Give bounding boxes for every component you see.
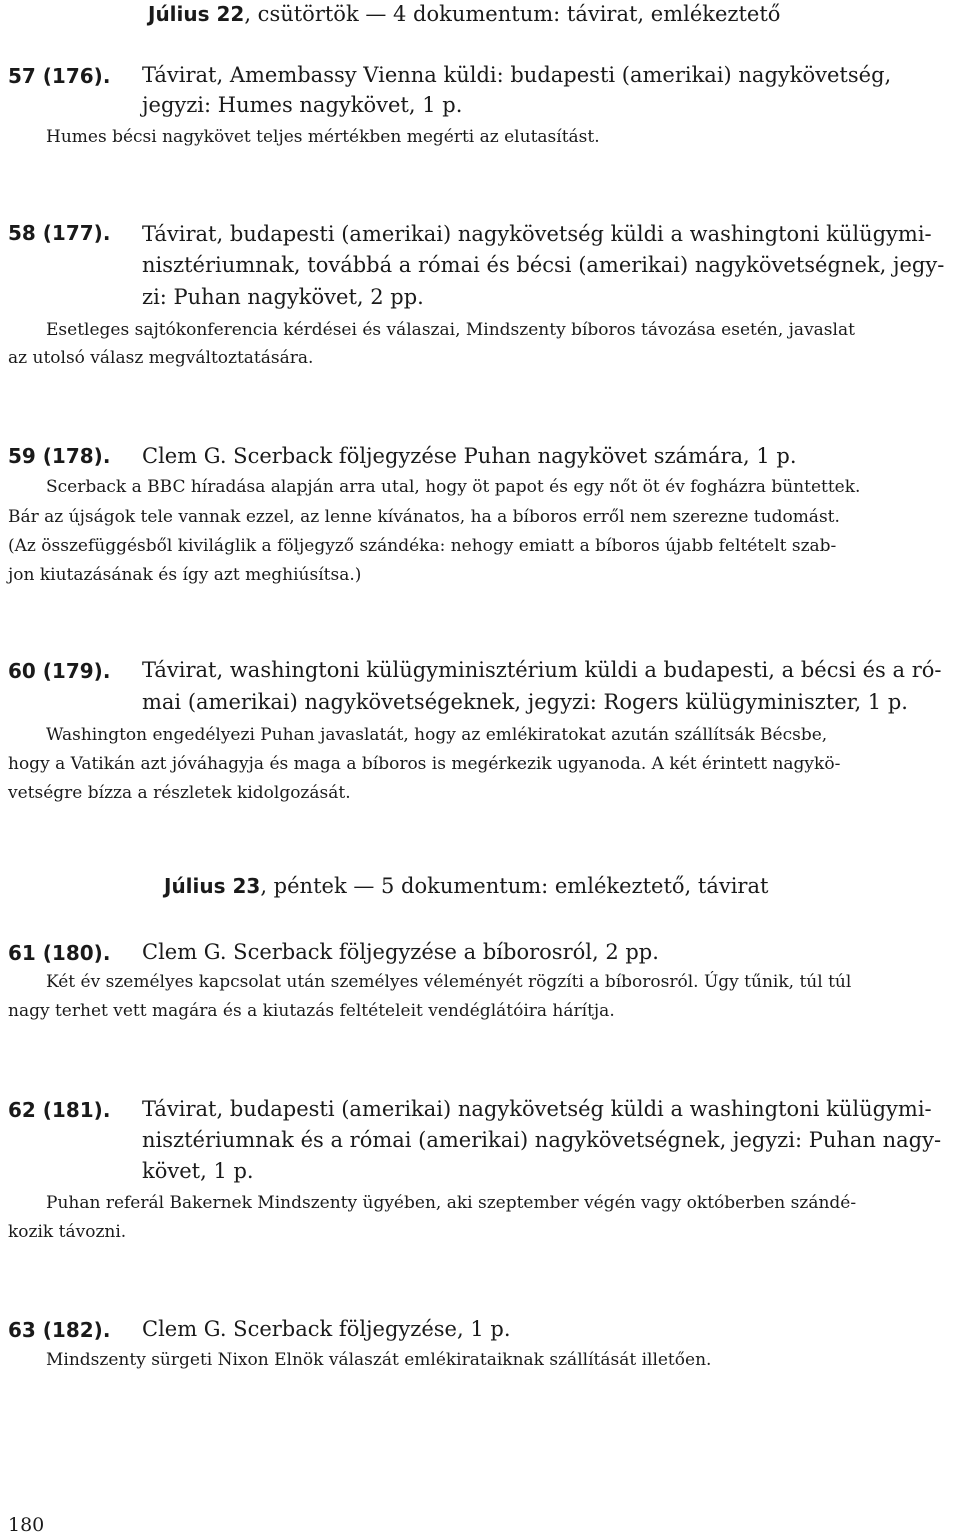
entry-number: 59 (178).: [8, 444, 111, 468]
page-number: 180: [8, 1514, 45, 1536]
entry-summary-line: Humes bécsi nagykövet teljes mértékben megérti az elutasítást.: [46, 127, 600, 147]
entry-heading-line: zi: Puhan nagykövet, 2 pp.: [142, 285, 424, 309]
entry-number: 61 (180).: [8, 941, 111, 965]
entry-summary-line: Bár az újságok tele vannak ezzel, az lenne kívánatos, ha a bíboros erről nem szerezne tudomást.: [8, 507, 840, 527]
entry-heading-line: Clem G. Scerback följegyzése Puhan nagykövet számára, 1 p.: [142, 444, 797, 468]
entry-heading-line: követ, 1 p.: [142, 1159, 254, 1183]
entry-summary-line: jon kiutazásának és így azt meghiúsítsa.): [8, 565, 362, 585]
entry-summary-line: nagy terhet vett magára és a kiutazás feltételeit vendéglátóira hárítja.: [8, 1001, 615, 1021]
entry-heading-line: mai (amerikai) nagykövetségeknek, jegyzi: Rogers külügyminiszter, 1 p.: [142, 690, 908, 714]
day-heading-rest: , péntek — 5 dokumentum: emlékeztető, távirat: [260, 874, 769, 898]
entry-number: 63 (182).: [8, 1318, 111, 1342]
day-heading-date: Július 22: [148, 2, 245, 26]
entry-heading-line: jegyzi: Humes nagykövet, 1 p.: [142, 93, 463, 117]
entry-number: 62 (181).: [8, 1098, 111, 1122]
entry-summary-line: Esetleges sajtókonferencia kérdései és válaszai, Mindszenty bíboros távozása esetén, javaslat: [46, 320, 855, 340]
entry-summary-line: kozik távozni.: [8, 1222, 127, 1242]
entry-heading-line: nisztériumnak, továbbá a római és bécsi (amerikai) nagykövetségnek, jegy-: [142, 253, 945, 277]
entry-number: 57 (176).: [8, 64, 111, 88]
day-heading: [164, 874, 768, 898]
entry-heading-line: nisztériumnak és a római (amerikai) nagykövetségnek, jegyzi: Puhan nagy-: [142, 1128, 942, 1152]
entry-summary-line: Scerback a BBC híradása alapján arra utal, hogy öt papot és egy nőt öt év fogházra büntettek.: [46, 477, 861, 497]
entry-summary-line: vetségre bízza a részletek kidolgozását.: [8, 783, 351, 803]
entry-heading-line: Távirat, budapesti (amerikai) nagykövetség küldi a washingtoni külügymi-: [142, 222, 932, 246]
entry-summary-line: Két év személyes kapcsolat után személyes véleményét rögzíti a bíborosról. Úgy tűnik, túl túl: [46, 972, 852, 992]
entry-number: 58 (177).: [8, 221, 111, 245]
entry-heading-line: Távirat, budapesti (amerikai) nagykövetség küldi a washingtoni külügymi-: [142, 1097, 932, 1121]
entry-heading-line: Távirat, Amembassy Vienna küldi: budapesti (amerikai) nagykövetség,: [142, 63, 892, 87]
entry-summary-line: (Az összefüggésből kiviláglik a följegyző szándéka: nehogy emiatt a bíboros újabb feltételt szab-: [8, 536, 837, 556]
entry-heading-line: Clem G. Scerback följegyzése, 1 p.: [142, 1317, 511, 1341]
day-heading-rest: , csütörtök — 4 dokumentum: távirat, emlékeztető: [244, 2, 781, 26]
entry-number: 60 (179).: [8, 659, 111, 683]
day-heading-date: Július 23: [164, 874, 261, 898]
entry-summary-line: Washington engedélyezi Puhan javaslatát, hogy az emlékiratokat azután szállítsák Bécsbe,: [46, 725, 828, 745]
day-heading: [148, 2, 780, 26]
entry-heading-line: Clem G. Scerback följegyzése a bíborosról, 2 pp.: [142, 940, 659, 964]
entry-summary-line: az utolsó válasz megváltoztatására.: [8, 348, 314, 368]
entry-summary-line: Mindszenty sürgeti Nixon Elnök válaszát emlékirataiknak szállítását illetően.: [46, 1350, 712, 1370]
entry-heading-line: Távirat, washingtoni külügyminisztérium küldi a budapesti, a bécsi és a ró-: [142, 658, 942, 682]
entry-summary-line: Puhan referál Bakernek Mindszenty ügyében, aki szeptember végén vagy októberben szándé-: [46, 1193, 857, 1213]
entry-summary-line: hogy a Vatikán azt jóváhagyja és maga a bíboros is megérkezik ugyanoda. A két érintett nagykö-: [8, 754, 841, 774]
